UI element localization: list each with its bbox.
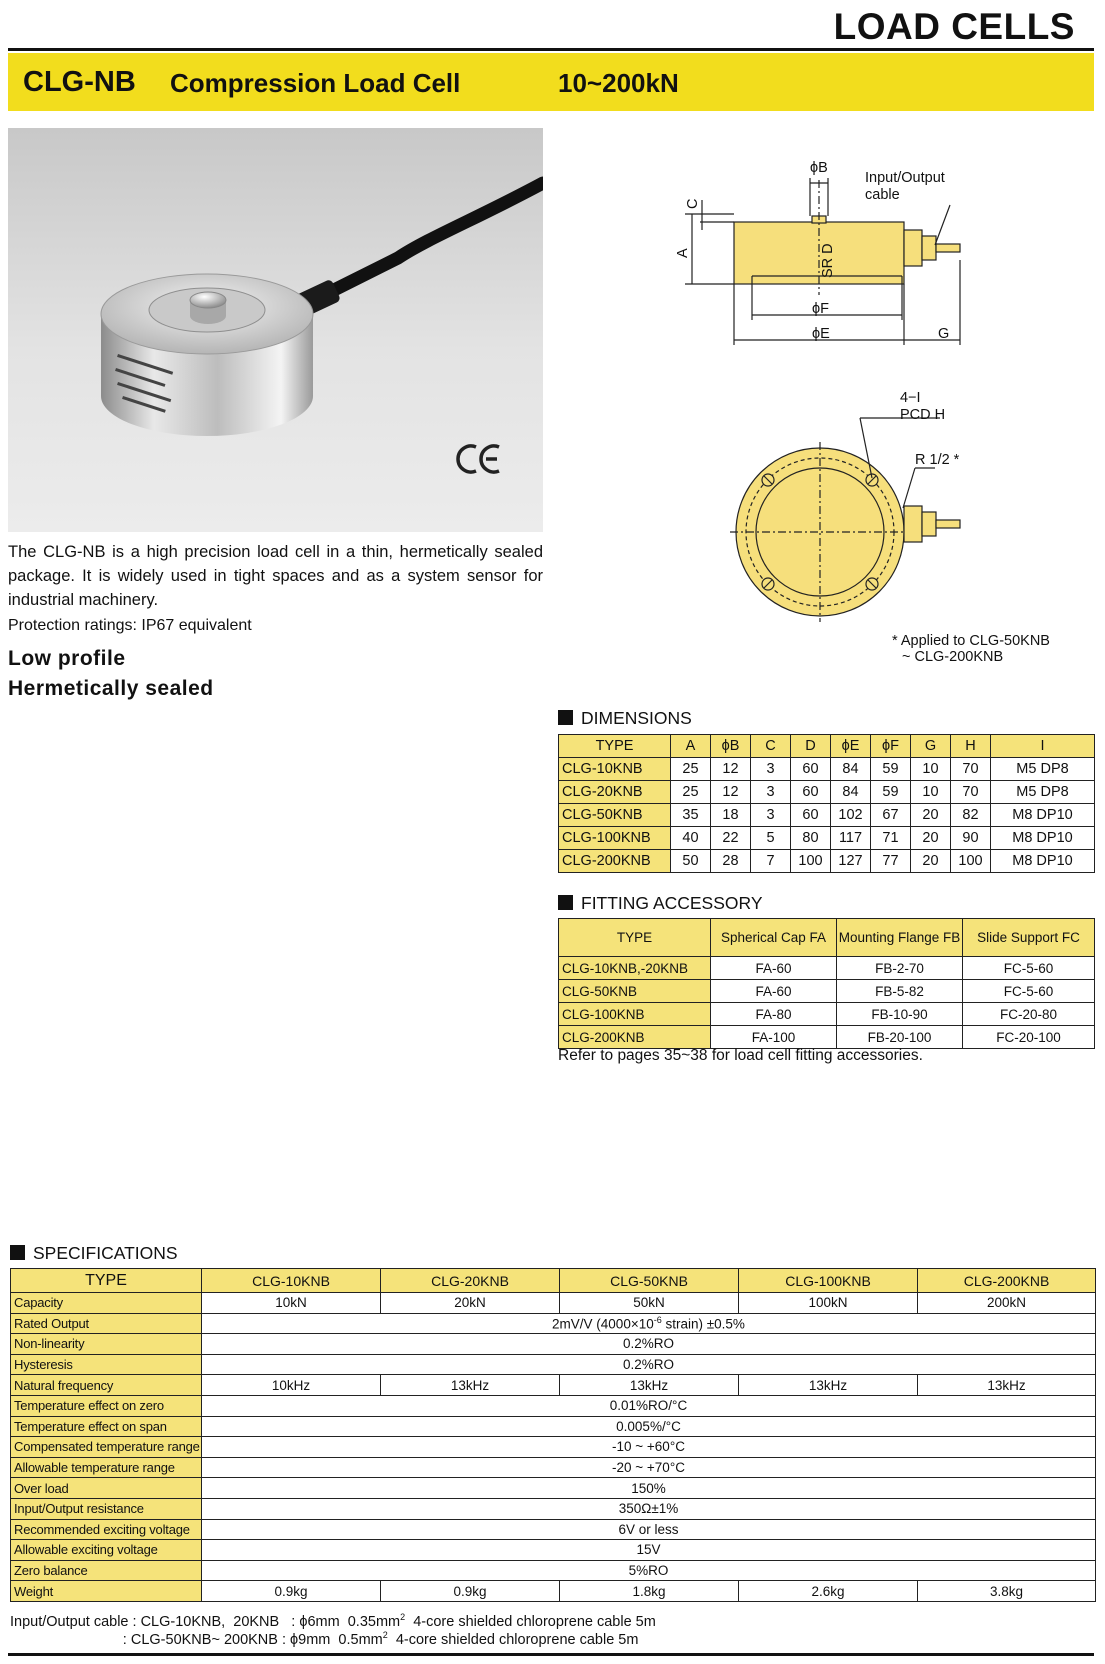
table-cell: 0.9kg [202, 1581, 381, 1602]
square-bullet-icon [558, 710, 573, 725]
table-cell: CLG-50KNB [559, 804, 671, 827]
col-header: A [671, 735, 711, 758]
table-row [559, 781, 1095, 804]
table-cell: 13kHz [381, 1375, 560, 1396]
table-row [11, 1416, 1096, 1437]
square-bullet-icon [558, 895, 573, 910]
specifications-title: SPECIFICATIONS [33, 1243, 178, 1263]
table-cell: -10 ~ +60°C [202, 1437, 1096, 1458]
load-button [190, 292, 226, 308]
cable-note-2-post: 4-core shielded chloroprene cable 5m [387, 1631, 639, 1648]
cable-note-line-1 [10, 1612, 656, 1630]
col-header: CLG-200KNB [918, 1269, 1096, 1293]
col-header: TYPE [11, 1269, 202, 1293]
table-cell: 12 [711, 758, 751, 781]
table-cell: FB-10-90 [837, 1003, 963, 1026]
table-cell: 18 [711, 804, 751, 827]
table-cell: 90 [951, 827, 991, 850]
row-label: Natural frequency [11, 1375, 202, 1396]
table-cell: 0.01%RO/°C [202, 1395, 1096, 1416]
plan-view-cable [936, 520, 960, 528]
table-cell: 3 [751, 804, 791, 827]
table-cell: 77 [871, 850, 911, 873]
table-cell: 60 [791, 758, 831, 781]
table-cell: 0.005%/°C [202, 1416, 1096, 1437]
fitting-heading [558, 893, 763, 914]
label-g: G [938, 326, 950, 342]
table-cell: FC-5-60 [963, 957, 1095, 980]
table-row [11, 1354, 1096, 1375]
table-cell: CLG-200KNB [559, 850, 671, 873]
table-cell: 13kHz [739, 1375, 918, 1396]
table-cell: 3 [751, 758, 791, 781]
table-cell: -20 ~ +70°C [202, 1457, 1096, 1478]
drawing-note-line-2: ~ CLG-200KNB [902, 649, 1004, 665]
rated-output-post: strain) ±0.5% [661, 1316, 745, 1332]
table-row [559, 827, 1095, 850]
table-cell: 102 [831, 804, 871, 827]
col-header: TYPE [559, 735, 671, 758]
table-cell: CLG-20KNB [559, 781, 671, 804]
table-row [11, 1293, 1096, 1314]
col-header: D [791, 735, 831, 758]
label-srd: SR D [820, 243, 836, 278]
table-cell: FC-20-100 [963, 1026, 1095, 1049]
table-row [559, 758, 1095, 781]
dimensions-heading [558, 708, 692, 729]
table-cell: 67 [871, 804, 911, 827]
label-phi-e: ϕE [812, 326, 830, 342]
table-cell: 84 [831, 781, 871, 804]
model-code: CLG-NB [23, 66, 136, 98]
row-label: Non-linearity [11, 1334, 202, 1355]
col-header: C [751, 735, 791, 758]
square-bullet-icon [10, 1245, 25, 1260]
table-row [11, 1581, 1096, 1602]
table-cell: 60 [791, 781, 831, 804]
side-view-cable-gland [904, 230, 922, 266]
rated-output-exponent: -6 [653, 1315, 662, 1326]
load-cell-illustration [8, 128, 543, 532]
table-cell: 0.2%RO [202, 1354, 1096, 1375]
table-cell: FA-60 [711, 957, 837, 980]
cable-note-1-sup: 2 [400, 1612, 406, 1622]
table-cell: FA-60 [711, 980, 837, 1003]
table-cell: 150% [202, 1478, 1096, 1499]
dimensions-table [558, 734, 1095, 873]
fitting-table [558, 918, 1095, 1049]
table-cell: 117 [831, 827, 871, 850]
table-cell: FB-20-100 [837, 1026, 963, 1049]
product-photo [8, 128, 543, 532]
table-cell: 60 [791, 804, 831, 827]
table-cell: M5 DP8 [991, 758, 1095, 781]
col-header: Spherical Cap FA [711, 919, 837, 957]
table-row [11, 1519, 1096, 1540]
table-cell: 200kN [918, 1293, 1096, 1314]
table-cell: 0.9kg [381, 1581, 560, 1602]
table-cell: FA-80 [711, 1003, 837, 1026]
model-name: Compression Load Cell [170, 68, 461, 98]
label-phi-f: ϕF [812, 301, 829, 317]
specifications-table [10, 1268, 1096, 1602]
col-header: ϕB [711, 735, 751, 758]
table-cell: M8 DP10 [991, 850, 1095, 873]
table-cell: 28 [711, 850, 751, 873]
table-cell: CLG-10KNB [559, 758, 671, 781]
col-header: Mounting Flange FB [837, 919, 963, 957]
table-cell: 2.6kg [739, 1581, 918, 1602]
label-thread: R 1/2 * [915, 452, 960, 468]
table-row [11, 1313, 1096, 1334]
col-header: CLG-50KNB [560, 1269, 739, 1293]
table-cell: M5 DP8 [991, 781, 1095, 804]
cable-note-line-2 [10, 1630, 638, 1648]
label-io-cable-2: cable [865, 187, 900, 203]
row-label: Capacity [11, 1293, 202, 1314]
table-cell: 84 [831, 758, 871, 781]
table-row [559, 980, 1095, 1003]
table-row [11, 1437, 1096, 1458]
col-header: G [911, 735, 951, 758]
cable-note-2-sup: 2 [382, 1630, 388, 1640]
row-label: Weight [11, 1581, 202, 1602]
table-cell: 70 [951, 781, 991, 804]
fitting-note: Refer to pages 35~38 for load cell fitting accessories. [558, 1047, 923, 1064]
col-header: I [991, 735, 1095, 758]
label-pcd: PCD H [900, 407, 946, 423]
table-cell: 1.8kg [560, 1581, 739, 1602]
row-label: Zero balance [11, 1560, 202, 1581]
row-label: Compensated temperature range [11, 1437, 202, 1458]
table-row [11, 1457, 1096, 1478]
table-header-row [11, 1269, 1096, 1293]
cable-note-1-post: 4-core shielded chloroprene cable 5m [405, 1613, 656, 1630]
col-header: Slide Support FC [963, 919, 1095, 957]
table-cell: 127 [831, 850, 871, 873]
table-cell: M8 DP10 [991, 804, 1095, 827]
bottom-rule [8, 1653, 1094, 1656]
table-cell: 22 [711, 827, 751, 850]
table-cell: 13kHz [560, 1375, 739, 1396]
col-header: CLG-100KNB [739, 1269, 918, 1293]
protection-rating: Protection ratings: IP67 equivalent [8, 617, 252, 634]
table-cell: 3.8kg [918, 1581, 1096, 1602]
cable [318, 183, 543, 298]
top-rule [8, 48, 1094, 51]
row-label: Temperature effect on span [11, 1416, 202, 1437]
table-cell: M8 DP10 [991, 827, 1095, 850]
col-header: ϕE [831, 735, 871, 758]
table-cell: CLG-100KNB [559, 1003, 711, 1026]
product-description: The CLG-NB is a high precision load cell in a thin, hermetically sealed package. It is widely used in tight spaces and as a system sensor for industrial machinery. [8, 543, 543, 609]
ce-mark [458, 446, 499, 472]
table-cell: CLG-100KNB [559, 827, 671, 850]
table-row [559, 1026, 1095, 1049]
product-header-bar [8, 53, 1094, 111]
specifications-heading [10, 1243, 178, 1264]
table-cell: 5 [751, 827, 791, 850]
table-cell: 20kN [381, 1293, 560, 1314]
table-header-row [559, 919, 1095, 957]
table-cell: 71 [871, 827, 911, 850]
table-cell: 25 [671, 781, 711, 804]
plan-view-cable-gland [904, 506, 922, 542]
rated-output-pre: 2mV/V (4000×10 [552, 1316, 654, 1332]
table-cell: FB-5-82 [837, 980, 963, 1003]
table-cell: 350Ω±1% [202, 1498, 1096, 1519]
table-cell: 10kN [202, 1293, 381, 1314]
table-cell: 59 [871, 758, 911, 781]
table-cell: 15V [202, 1540, 1096, 1561]
table-cell: 20 [911, 850, 951, 873]
table-cell: CLG-10KNB,-20KNB [559, 957, 711, 980]
table-cell: 13kHz [918, 1375, 1096, 1396]
table-cell: 100 [951, 850, 991, 873]
fitting-title: FITTING ACCESSORY [581, 893, 763, 913]
table-cell: 5%RO [202, 1560, 1096, 1581]
col-header: CLG-20KNB [381, 1269, 560, 1293]
table-cell: 40 [671, 827, 711, 850]
drawing-note-line-1: * Applied to CLG-50KNB [892, 633, 1050, 649]
table-row [11, 1498, 1096, 1519]
feature-hermetically-sealed: Hermetically sealed [8, 677, 214, 700]
col-header: H [951, 735, 991, 758]
row-label: Input/Output resistance [11, 1498, 202, 1519]
table-cell: FB-2-70 [837, 957, 963, 980]
page-title: LOAD CELLS [833, 6, 1075, 47]
col-header: ϕF [871, 735, 911, 758]
table-row [11, 1334, 1096, 1355]
row-label: Temperature effect on zero [11, 1395, 202, 1416]
side-view-cable [936, 244, 960, 252]
table-cell: 59 [871, 781, 911, 804]
table-row [11, 1478, 1096, 1499]
row-label: Allowable temperature range [11, 1457, 202, 1478]
label-a: A [675, 248, 691, 258]
table-cell: 80 [791, 827, 831, 850]
drawing-note [892, 633, 1050, 665]
side-view-cable-nut [922, 236, 936, 260]
dimensions-title: DIMENSIONS [581, 708, 692, 728]
col-header: TYPE [559, 919, 711, 957]
table-row [11, 1560, 1096, 1581]
table-cell: 6V or less [202, 1519, 1096, 1540]
table-row [11, 1540, 1096, 1561]
table-row [559, 804, 1095, 827]
plan-view-cable-nut [922, 512, 936, 536]
row-label: Recommended exciting voltage [11, 1519, 202, 1540]
table-row [559, 850, 1095, 873]
table-row [559, 1003, 1095, 1026]
table-row [11, 1395, 1096, 1416]
table-cell: FC-20-80 [963, 1003, 1095, 1026]
table-cell: 10 [911, 781, 951, 804]
table-cell: 100kN [739, 1293, 918, 1314]
row-label: Over load [11, 1478, 202, 1499]
table-cell: 50 [671, 850, 711, 873]
table-cell: 0.2%RO [202, 1334, 1096, 1355]
cable-note-1-pre: Input/Output cable : CLG-10KNB, 20KNB : ϕ6mm 0.35mm [10, 1613, 401, 1630]
table-cell: 70 [951, 758, 991, 781]
table-cell: 82 [951, 804, 991, 827]
row-label: Allowable exciting voltage [11, 1540, 202, 1561]
table-cell: CLG-200KNB [559, 1026, 711, 1049]
col-header: CLG-10KNB [202, 1269, 381, 1293]
table-cell: 20 [911, 804, 951, 827]
table-cell: 20 [911, 827, 951, 850]
table-cell: 35 [671, 804, 711, 827]
table-row [11, 1375, 1096, 1396]
table-cell: 10 [911, 758, 951, 781]
table-cell: 100 [791, 850, 831, 873]
table-cell: 10kHz [202, 1375, 381, 1396]
capacity-range: 10~200kN [558, 68, 679, 98]
technical-drawing [640, 150, 1095, 670]
table-cell: FA-100 [711, 1026, 837, 1049]
feature-low-profile: Low profile [8, 647, 126, 670]
table-cell: 25 [671, 758, 711, 781]
label-io-cable-1: Input/Output [865, 170, 945, 186]
table-cell: 50kN [560, 1293, 739, 1314]
table-row [559, 957, 1095, 980]
label-holes: 4−I [900, 390, 921, 406]
label-phi-b: ϕB [810, 160, 828, 176]
table-cell [202, 1313, 1096, 1334]
table-cell: 3 [751, 781, 791, 804]
table-cell: CLG-50KNB [559, 980, 711, 1003]
cable-note-2-pre: : CLG-50KNB~ 200KNB : ϕ9mm 0.5mm [10, 1631, 383, 1648]
table-header-row [559, 735, 1095, 758]
label-c: C [685, 198, 701, 209]
row-label: Hysteresis [11, 1354, 202, 1375]
table-cell: 7 [751, 850, 791, 873]
table-cell: FC-5-60 [963, 980, 1095, 1003]
row-label: Rated Output [11, 1313, 202, 1334]
table-cell: 12 [711, 781, 751, 804]
